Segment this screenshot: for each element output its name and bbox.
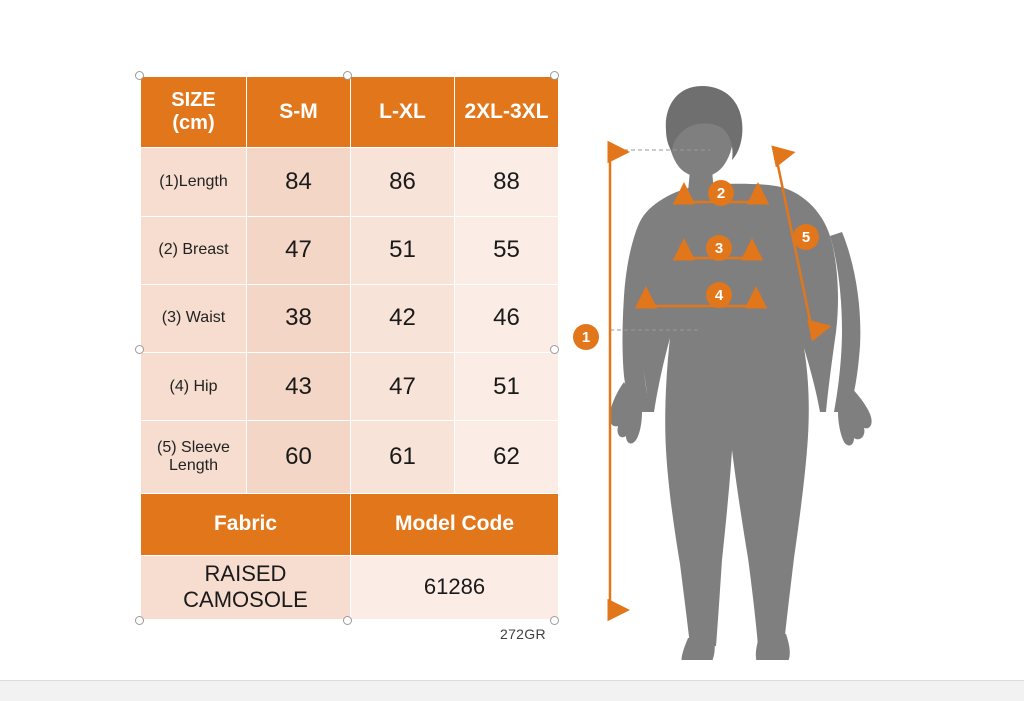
table-footer-header-row xyxy=(141,493,559,555)
header-s-m: S-M xyxy=(247,77,351,148)
table-row xyxy=(141,421,559,493)
cell-hip-lxl: 47 xyxy=(351,353,455,421)
header-2xl-3xl: 2XL-3XL xyxy=(455,77,559,148)
cell-sleeve-2xl3xl: 62 xyxy=(455,421,559,493)
header-size-line2: (cm) xyxy=(172,112,215,135)
row-label-breast: (2) Breast xyxy=(141,216,247,284)
product-code-label: 272GR xyxy=(500,626,546,642)
size-chart-table-container[interactable] xyxy=(140,76,554,620)
row-label-length: (1)Length xyxy=(141,148,247,216)
selection-handle-top-right[interactable] xyxy=(550,71,559,80)
table-footer-value-row xyxy=(141,555,559,619)
table-row xyxy=(141,353,559,421)
cell-sleeve-lxl: 61 xyxy=(351,421,455,493)
cell-hip-sm: 43 xyxy=(247,353,351,421)
cell-breast-2xl3xl: 55 xyxy=(455,216,559,284)
header-size xyxy=(141,77,247,148)
badge-1: 1 xyxy=(573,324,599,350)
header-size-line1: SIZE xyxy=(171,89,216,112)
selection-handle-bottom-left[interactable] xyxy=(135,616,144,625)
footer-header-fabric: Fabric xyxy=(141,493,351,555)
body-silhouette xyxy=(609,86,871,660)
badge-5: 5 xyxy=(793,224,819,250)
selection-handle-bottom-center[interactable] xyxy=(343,616,352,625)
badge-3: 3 xyxy=(706,235,732,261)
table-row xyxy=(141,216,559,284)
row-label-waist: (3) Waist xyxy=(141,284,247,352)
selection-handle-middle-left[interactable] xyxy=(135,345,144,354)
cell-waist-sm: 38 xyxy=(247,284,351,352)
row-label-hip: (4) Hip xyxy=(141,353,247,421)
cell-waist-lxl: 42 xyxy=(351,284,455,352)
cell-breast-lxl: 51 xyxy=(351,216,455,284)
selection-handle-middle-right[interactable] xyxy=(550,345,559,354)
header-l-xl: L-XL xyxy=(351,77,455,148)
selection-handle-top-center[interactable] xyxy=(343,71,352,80)
footer-value-model-code: 61286 xyxy=(351,555,559,619)
row-label-sleeve-length: (5) Sleeve Length xyxy=(141,421,247,493)
bottom-strip xyxy=(0,680,1024,701)
footer-header-model-code: Model Code xyxy=(351,493,559,555)
cell-sleeve-sm: 60 xyxy=(247,421,351,493)
cell-length-2xl3xl: 88 xyxy=(455,148,559,216)
cell-length-lxl: 86 xyxy=(351,148,455,216)
size-chart-table xyxy=(140,76,559,620)
cell-hip-2xl3xl: 51 xyxy=(455,353,559,421)
measurement-figure xyxy=(580,30,1000,660)
table-row xyxy=(141,148,559,216)
table-header-row xyxy=(141,77,559,148)
cell-length-sm: 84 xyxy=(247,148,351,216)
selection-handle-bottom-right[interactable] xyxy=(550,616,559,625)
female-silhouette-diagram xyxy=(580,30,1000,660)
badge-4: 4 xyxy=(706,282,732,308)
cell-waist-2xl3xl: 46 xyxy=(455,284,559,352)
badge-2: 2 xyxy=(708,180,734,206)
table-row xyxy=(141,284,559,352)
selection-handle-top-left[interactable] xyxy=(135,71,144,80)
footer-value-fabric: RAISED CAMOSOLE xyxy=(141,555,351,619)
cell-breast-sm: 47 xyxy=(247,216,351,284)
